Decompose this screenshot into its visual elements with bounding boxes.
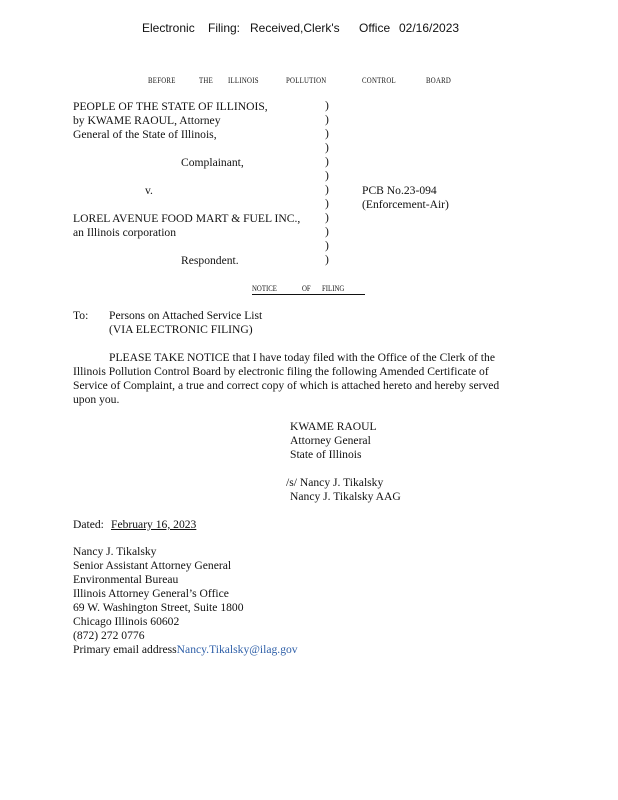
respondent-label: Respondent. <box>181 254 239 267</box>
body-line-3: Service of Complaint, a true and correct copy of which is attached hereto and hereby served <box>73 379 500 392</box>
body-line-1: PLEASE TAKE NOTICE that I have today filed with the Office of the Clerk of the <box>109 351 495 364</box>
caption-paren: ) <box>325 155 329 168</box>
body-line-4: upon you. <box>73 393 120 406</box>
board-word-before: BEFORE <box>148 76 176 85</box>
board-word-pollution: POLLUTION <box>286 76 327 85</box>
header-word-office: Office <box>359 21 391 35</box>
contact-phone: (872) 272 0776 <box>73 629 145 642</box>
board-word-control: CONTROL <box>362 76 396 85</box>
caption-paren: ) <box>325 239 329 252</box>
defendant-line-2: an Illinois corporation <box>73 226 177 239</box>
contact-bureau: Environmental Bureau <box>73 573 179 586</box>
email-link[interactable]: Nancy.Tikalsky@ilag.gov <box>176 643 298 656</box>
notice-word-filing: FILING <box>322 284 345 293</box>
caption-paren: ) <box>325 253 329 266</box>
to-delivery-method: (VIA ELECTRONIC FILING) <box>109 323 253 336</box>
plaintiff-line-1: PEOPLE OF THE STATE OF ILLINOIS, <box>73 100 268 113</box>
board-word-illinois: ILLINOIS <box>228 76 259 85</box>
caption-paren: ) <box>325 169 329 182</box>
to-label: To: <box>73 309 89 322</box>
signer-name: Nancy J. Tikalsky AAG <box>290 490 401 503</box>
header-word-electronic: Electronic <box>142 21 195 35</box>
notice-word-notice: NOTICE <box>252 284 277 293</box>
notice-word-of: OF <box>302 284 311 293</box>
caption-paren: ) <box>325 141 329 154</box>
header-word-filing: Filing: <box>208 21 241 35</box>
case-number: PCB No.23-094 <box>362 184 437 197</box>
plaintiff-line-3: General of the State of Illinois, <box>73 128 217 141</box>
contact-name: Nancy J. Tikalsky <box>73 545 157 558</box>
header-word-received: Received,Clerk's <box>250 21 340 35</box>
caption-paren: ) <box>325 99 329 112</box>
signatory-state: State of Illinois <box>290 448 362 461</box>
header-filing-date: 02/16/2023 <box>399 21 460 35</box>
caption-paren: ) <box>325 127 329 140</box>
email-label: Primary email address <box>73 643 177 656</box>
caption-paren: ) <box>325 211 329 224</box>
caption-paren: ) <box>325 113 329 126</box>
body-line-2: Illinois Pollution Control Board by electronic filing the following Amended Certificate of <box>73 365 489 378</box>
dated-date: February 16, 2023 <box>111 518 197 531</box>
board-word-the: THE <box>199 76 213 85</box>
board-word-board: BOARD <box>426 76 452 85</box>
contact-email-line <box>73 643 298 657</box>
contact-title: Senior Assistant Attorney General <box>73 559 232 572</box>
contact-street: 69 W. Washington Street, Suite 1800 <box>73 601 244 614</box>
caption-paren: ) <box>325 197 329 210</box>
signatory-name: KWAME RAOUL <box>290 420 377 433</box>
contact-office: Illinois Attorney General’s Office <box>73 587 229 600</box>
complainant-label: Complainant, <box>181 156 244 169</box>
caption-paren: ) <box>325 225 329 238</box>
electronic-signature: /s/ Nancy J. Tikalsky <box>286 476 384 489</box>
contact-city: Chicago Illinois 60602 <box>73 615 180 628</box>
dated-label: Dated: <box>73 518 104 531</box>
plaintiff-line-2: by KWAME RAOUL, Attorney <box>73 114 221 127</box>
defendant-line-1: LOREL AVENUE FOOD MART & FUEL INC., <box>73 212 301 225</box>
signatory-title: Attorney General <box>290 434 371 447</box>
case-type: (Enforcement-Air) <box>362 198 449 211</box>
caption-paren: ) <box>325 183 329 196</box>
to-recipients: Persons on Attached Service List <box>109 309 263 322</box>
notice-title-underline <box>252 294 365 295</box>
versus-label: v. <box>145 184 153 197</box>
